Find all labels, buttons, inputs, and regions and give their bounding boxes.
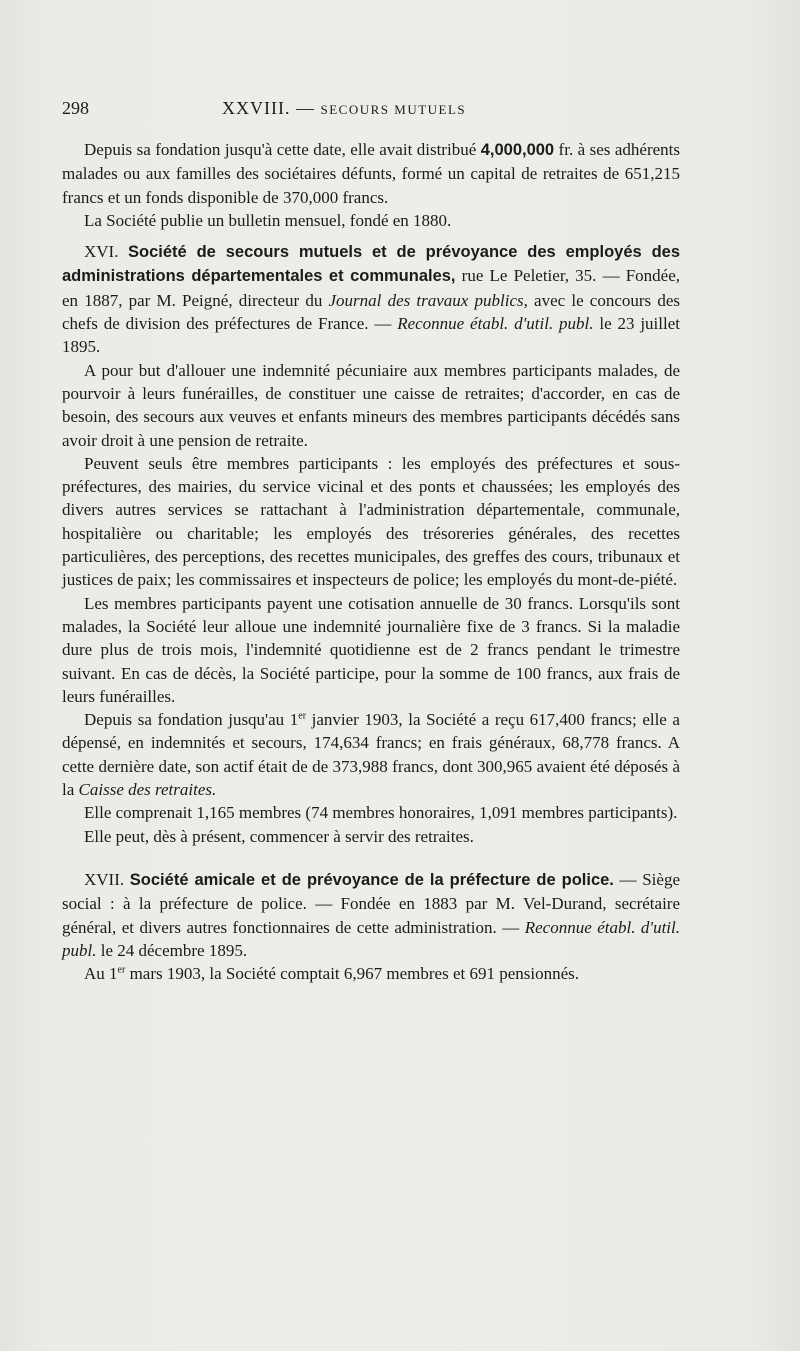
section-number: XVII. (84, 869, 130, 889)
chapter-title (222, 98, 466, 119)
paragraph-8: Elle comprenait 1,165 membres (74 membres honoraires, 1,091 membres participants). (84, 803, 678, 823)
page-number: 298 (62, 98, 89, 118)
paragraph-11: Au 1er mars 1903, la Société comptait 6,967 membres et 691 pensionnés. (84, 964, 580, 984)
paragraph-6: Les membres participants payent une cotisation annuelle de 30 francs. Lorsqu'ils sont malades, la Société leur alloue une indemnité journalière fixe de 3 francs. Si la maladie dure plus de trois mois, l'indemnité quotidienne est de 2 francs pendant le trimestre suivant. En cas de décès, la Société participe, pour la somme de 100 francs, aux frais de leurs funérailles. (62, 593, 680, 706)
paragraph-9: Elle peut, dès à présent, commencer à servir des retraites. (84, 826, 474, 846)
chapter-dash: — (295, 98, 315, 118)
paragraph-1: Depuis sa fondation jusqu'à cette date, elle avait distribué 4,000,000 fr. à ses adhérents malades ou aux familles des sociétaires défunts, formé un capital de retraites de 651,215 francs et un fonds disponible de 370,000 francs. (62, 140, 681, 207)
section-title: Société amicale et de prévoyance de la préfecture de police. (129, 870, 614, 889)
chapter-name: SECOURS MUTUELS (320, 102, 467, 117)
paragraph-7: Depuis sa fondation jusqu'au 1er janvier 1903, la Société a reçu 617,400 francs; elle a dépensé, en indemnités et secours, 174,634 francs; en frais généraux, 68,778 francs. A cette dernière date, son actif était de de 373,988 francs, dont 300,965 avaient été déposés à la Caisse des retraites. (62, 710, 680, 800)
paragraph-4: A pour but d'allouer une indemnité pécuniaire aux membres participants malades, de pourvoir à leurs funérailles, de constituer une caisse de retraites; d'accorder, en cas de besoin, des secours aux veuves et enfants mineurs des membres participants décédés sans avoir droit à une pension de retraite. (62, 360, 680, 450)
running-header (62, 98, 682, 122)
body-text (62, 138, 680, 985)
section-xvi: XVI. Société de secours mutuels et de prévoyance des employés des administrations départementales et communales, rue Le Peletier, 35. — Fondée, en 1887, par M. Peigné, directeur du Journal des travaux publics, avec le concours des chefs de division des préfectures de France. — Reconnue établ. d'util. publ. le 23 juillet 1895. (62, 242, 681, 357)
section-number: XVI. (84, 242, 129, 262)
section-title: Société de secours mutuels et de prévoyance des employés des administrations départementales et communales, (62, 243, 680, 286)
chapter-numeral: XXVIII. (222, 98, 291, 118)
section-xvii: XVII. Société amicale et de prévoyance de la préfecture de police. — Siège social : à la préfecture de police. — Fondée en 1883 par M. Vel-Durand, secrétaire général, et divers autres fonctionnaires de cette administration. — Reconnue établ. d'util. publ. le 24 décembre 1895. (62, 869, 680, 960)
paragraph-2: La Société publie un bulletin mensuel, fondé en 1880. (84, 210, 452, 230)
paragraph-5: Peuvent seuls être membres participants : les employés des préfectures et sous-préfectures, des mairies, du service vicinal et des ponts et chaussées; les employés des divers autres services se rattachant à l'administration départementale, communale, hospitalière ou charitable; les employés des trésoreries générales, des recettes particulières, des perceptions, des recettes municipales, des greffes des cours, tribunaux et justices de paix; les commissaires et inspecteurs de police; les employés du mont-de-piété. (62, 453, 680, 590)
